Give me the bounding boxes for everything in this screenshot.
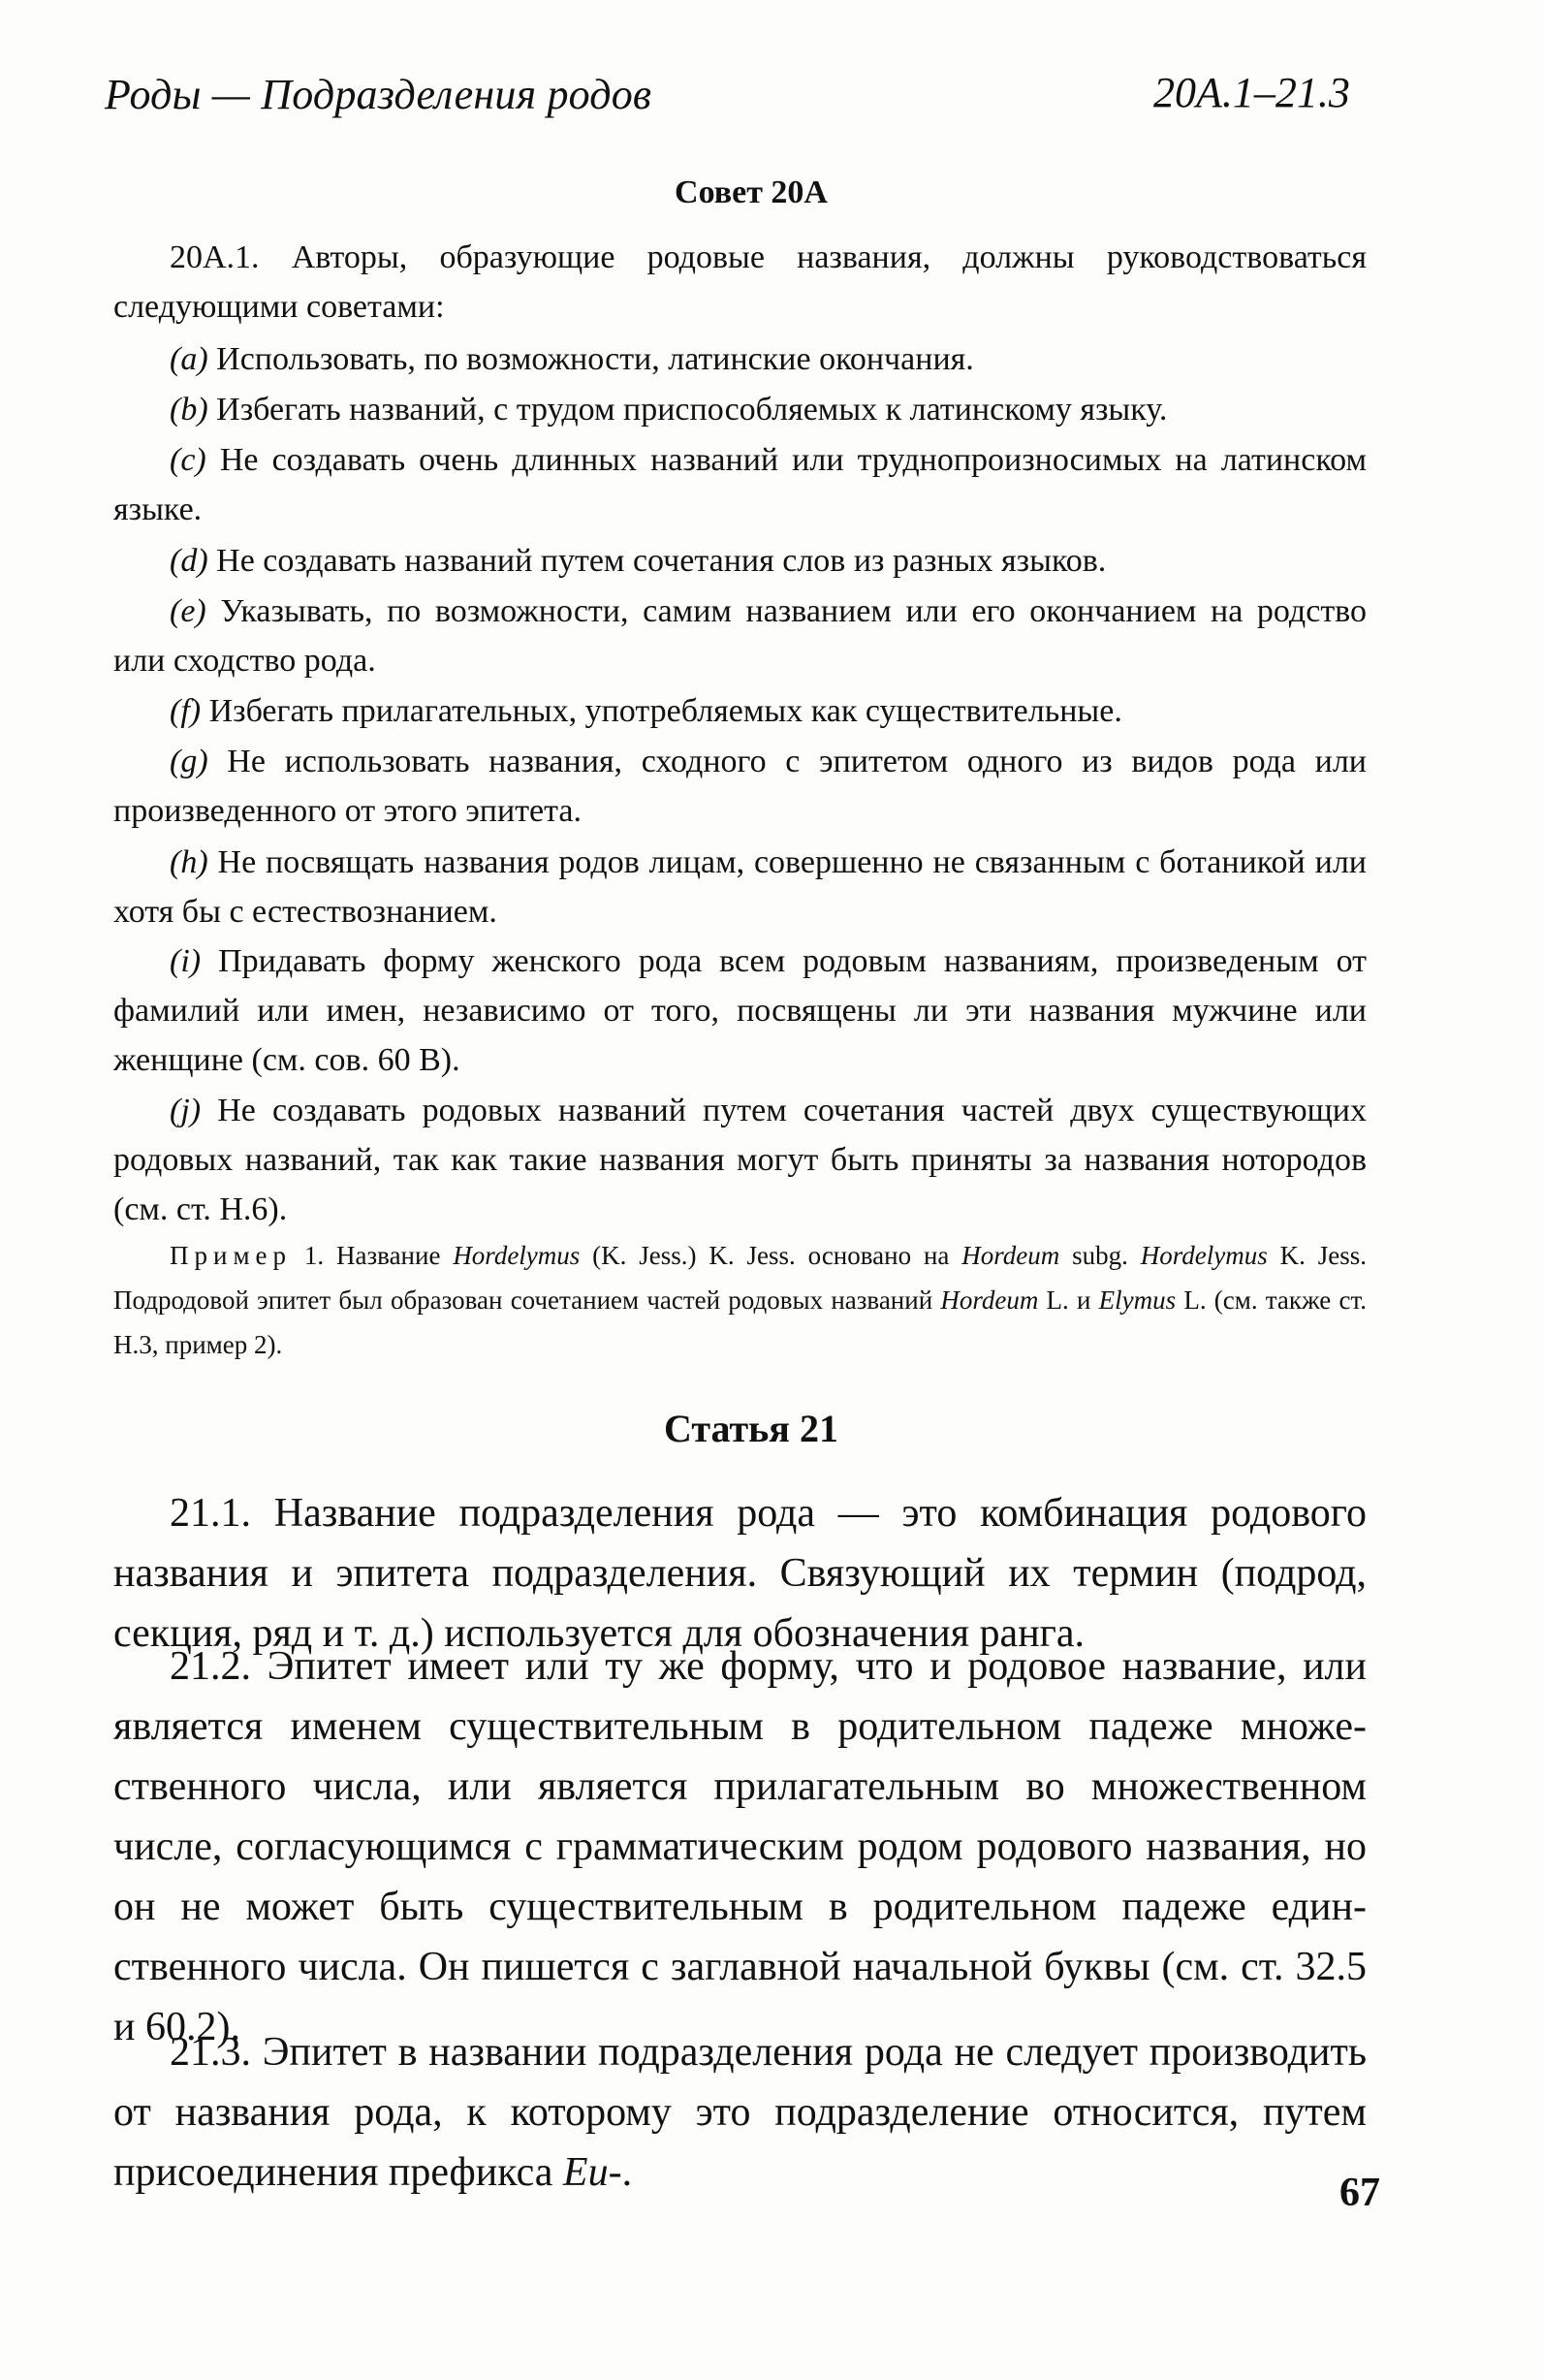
item-text: Не создавать очень длинных названий или труднопроизносимых на латинском языке. — [113, 442, 1367, 527]
recommendation-item-j — [113, 1086, 1367, 1234]
article-paragraph-21-2: 21.2. Эпитет имеет или ту же форму, что и родовое название, или является именем существительным в родительном падеже множественного числа, или является прилагательным во множественном числе, согласующимся с грамматическим родом родового названия, но он не может быть существительным в родительном падеже единственного числа. Он пишется с заглавной начальной буквы (см. ст. 32.5 и 60.2). — [113, 1644, 1367, 2049]
genus-name: Hordeum — [961, 1241, 1060, 1270]
prefix-italic: Eu — [562, 2150, 609, 2195]
recommendation-item-b — [113, 385, 1367, 434]
item-letter: (h) — [170, 844, 208, 880]
item-letter: (j) — [170, 1093, 202, 1128]
genus-name: Hordelymus — [453, 1241, 581, 1270]
recommendation-item-d — [113, 536, 1367, 586]
example-label: Пример — [170, 1241, 293, 1270]
page-number: 67 — [1339, 2171, 1380, 2215]
paragraph-end: -. — [608, 2150, 633, 2195]
item-text: Не использовать названия, сходного с эпитетом одного из видов рода или произведенного от этого эпитета. — [113, 744, 1367, 829]
paragraph-text: 21.3. Эпитет в названии подразделения рода не следует производить от названия рода, к которому это подразделение относится, путем присоединения префикса — [113, 2030, 1367, 2195]
example-text: L. и — [1038, 1285, 1099, 1315]
item-text: Не посвящать названия родов лицам, совершенно не связанным с ботаникой или хотя бы с естествознанием. — [113, 844, 1367, 930]
recommendation-item-e — [113, 587, 1367, 685]
example-text: (K. Jess.) K. Jess. основано на — [580, 1241, 962, 1270]
recommendation-item-h — [113, 838, 1367, 936]
item-text: Не создавать названий путем сочетания слов из разных языков. — [207, 543, 1107, 579]
genus-name: Hordeum — [940, 1285, 1039, 1315]
item-text: Использовать, по возможности, латинские окончания. — [207, 341, 974, 377]
genus-name: Elymus — [1098, 1285, 1177, 1315]
article-paragraph-21-1: 21.1. Название подразделения рода — это комбинация родового названия и эпитета подразделения. Связующий их термин (подрод, секция, ряд и т. д.) используется для обозначения ранга. — [113, 1491, 1367, 1656]
example-text: subg. — [1059, 1241, 1141, 1270]
item-text: Придавать форму женского рода всем родовым названиям, произведеным от фамилий или имен, независимо от того, посвящены ли эти названия мужчине или женщине (см. сов. 60 В). — [113, 943, 1367, 1078]
recommendation-item-i — [113, 936, 1367, 1085]
item-letter: (f) — [170, 693, 202, 729]
example-text: K. Jess. Подродовой эпитет был образован сочетанием частей родовых названий — [113, 1241, 1367, 1315]
running-header-range: 20A.1–21.3 — [1153, 69, 1350, 116]
genus-name: Hordelymus — [1140, 1241, 1268, 1270]
recommendation-item-a — [113, 334, 1367, 384]
article-heading: Статья 21 — [664, 1407, 838, 1450]
item-text: Избегать названий, с трудом приспособляемых к латинскому языку. — [207, 392, 1168, 428]
item-letter: (i) — [170, 943, 202, 979]
article-paragraph-21-3 — [113, 2022, 1367, 2203]
item-letter: (a) — [170, 341, 208, 377]
recommendation-item-c — [113, 435, 1367, 534]
example-text: L. (см. также ст. Н.3, пример 2). — [113, 1285, 1367, 1359]
recommendation-item-f — [113, 686, 1367, 736]
item-text: Не создавать родовых названий путем сочетания частей двух существующих родовых названий, так как такие названия могут быть приняты за названия нотородов (см. ст. Н.6). — [113, 1093, 1367, 1227]
recommendation-intro: 20А.1. Авторы, образующие родовые названия, должны руководствоваться следующими советами: — [113, 239, 1367, 325]
example-text: 1. Название — [292, 1241, 454, 1270]
item-letter: (b) — [170, 392, 208, 428]
example-paragraph — [113, 1233, 1367, 1367]
item-letter: (c) — [170, 442, 206, 478]
item-text: Избегать прилагательных, употребляемых как существительные. — [201, 693, 1122, 729]
recommendation-heading: Совет 20А — [675, 175, 828, 210]
item-text: Указывать, по возможности, самим названием или его окончанием на родство или сходство рода. — [113, 593, 1367, 679]
running-header-title: Роды — Подразделения родов — [105, 71, 652, 118]
recommendation-item-g — [113, 737, 1367, 836]
item-letter: (e) — [170, 593, 206, 629]
item-letter: (g) — [170, 744, 208, 779]
item-letter: (d) — [170, 543, 208, 579]
